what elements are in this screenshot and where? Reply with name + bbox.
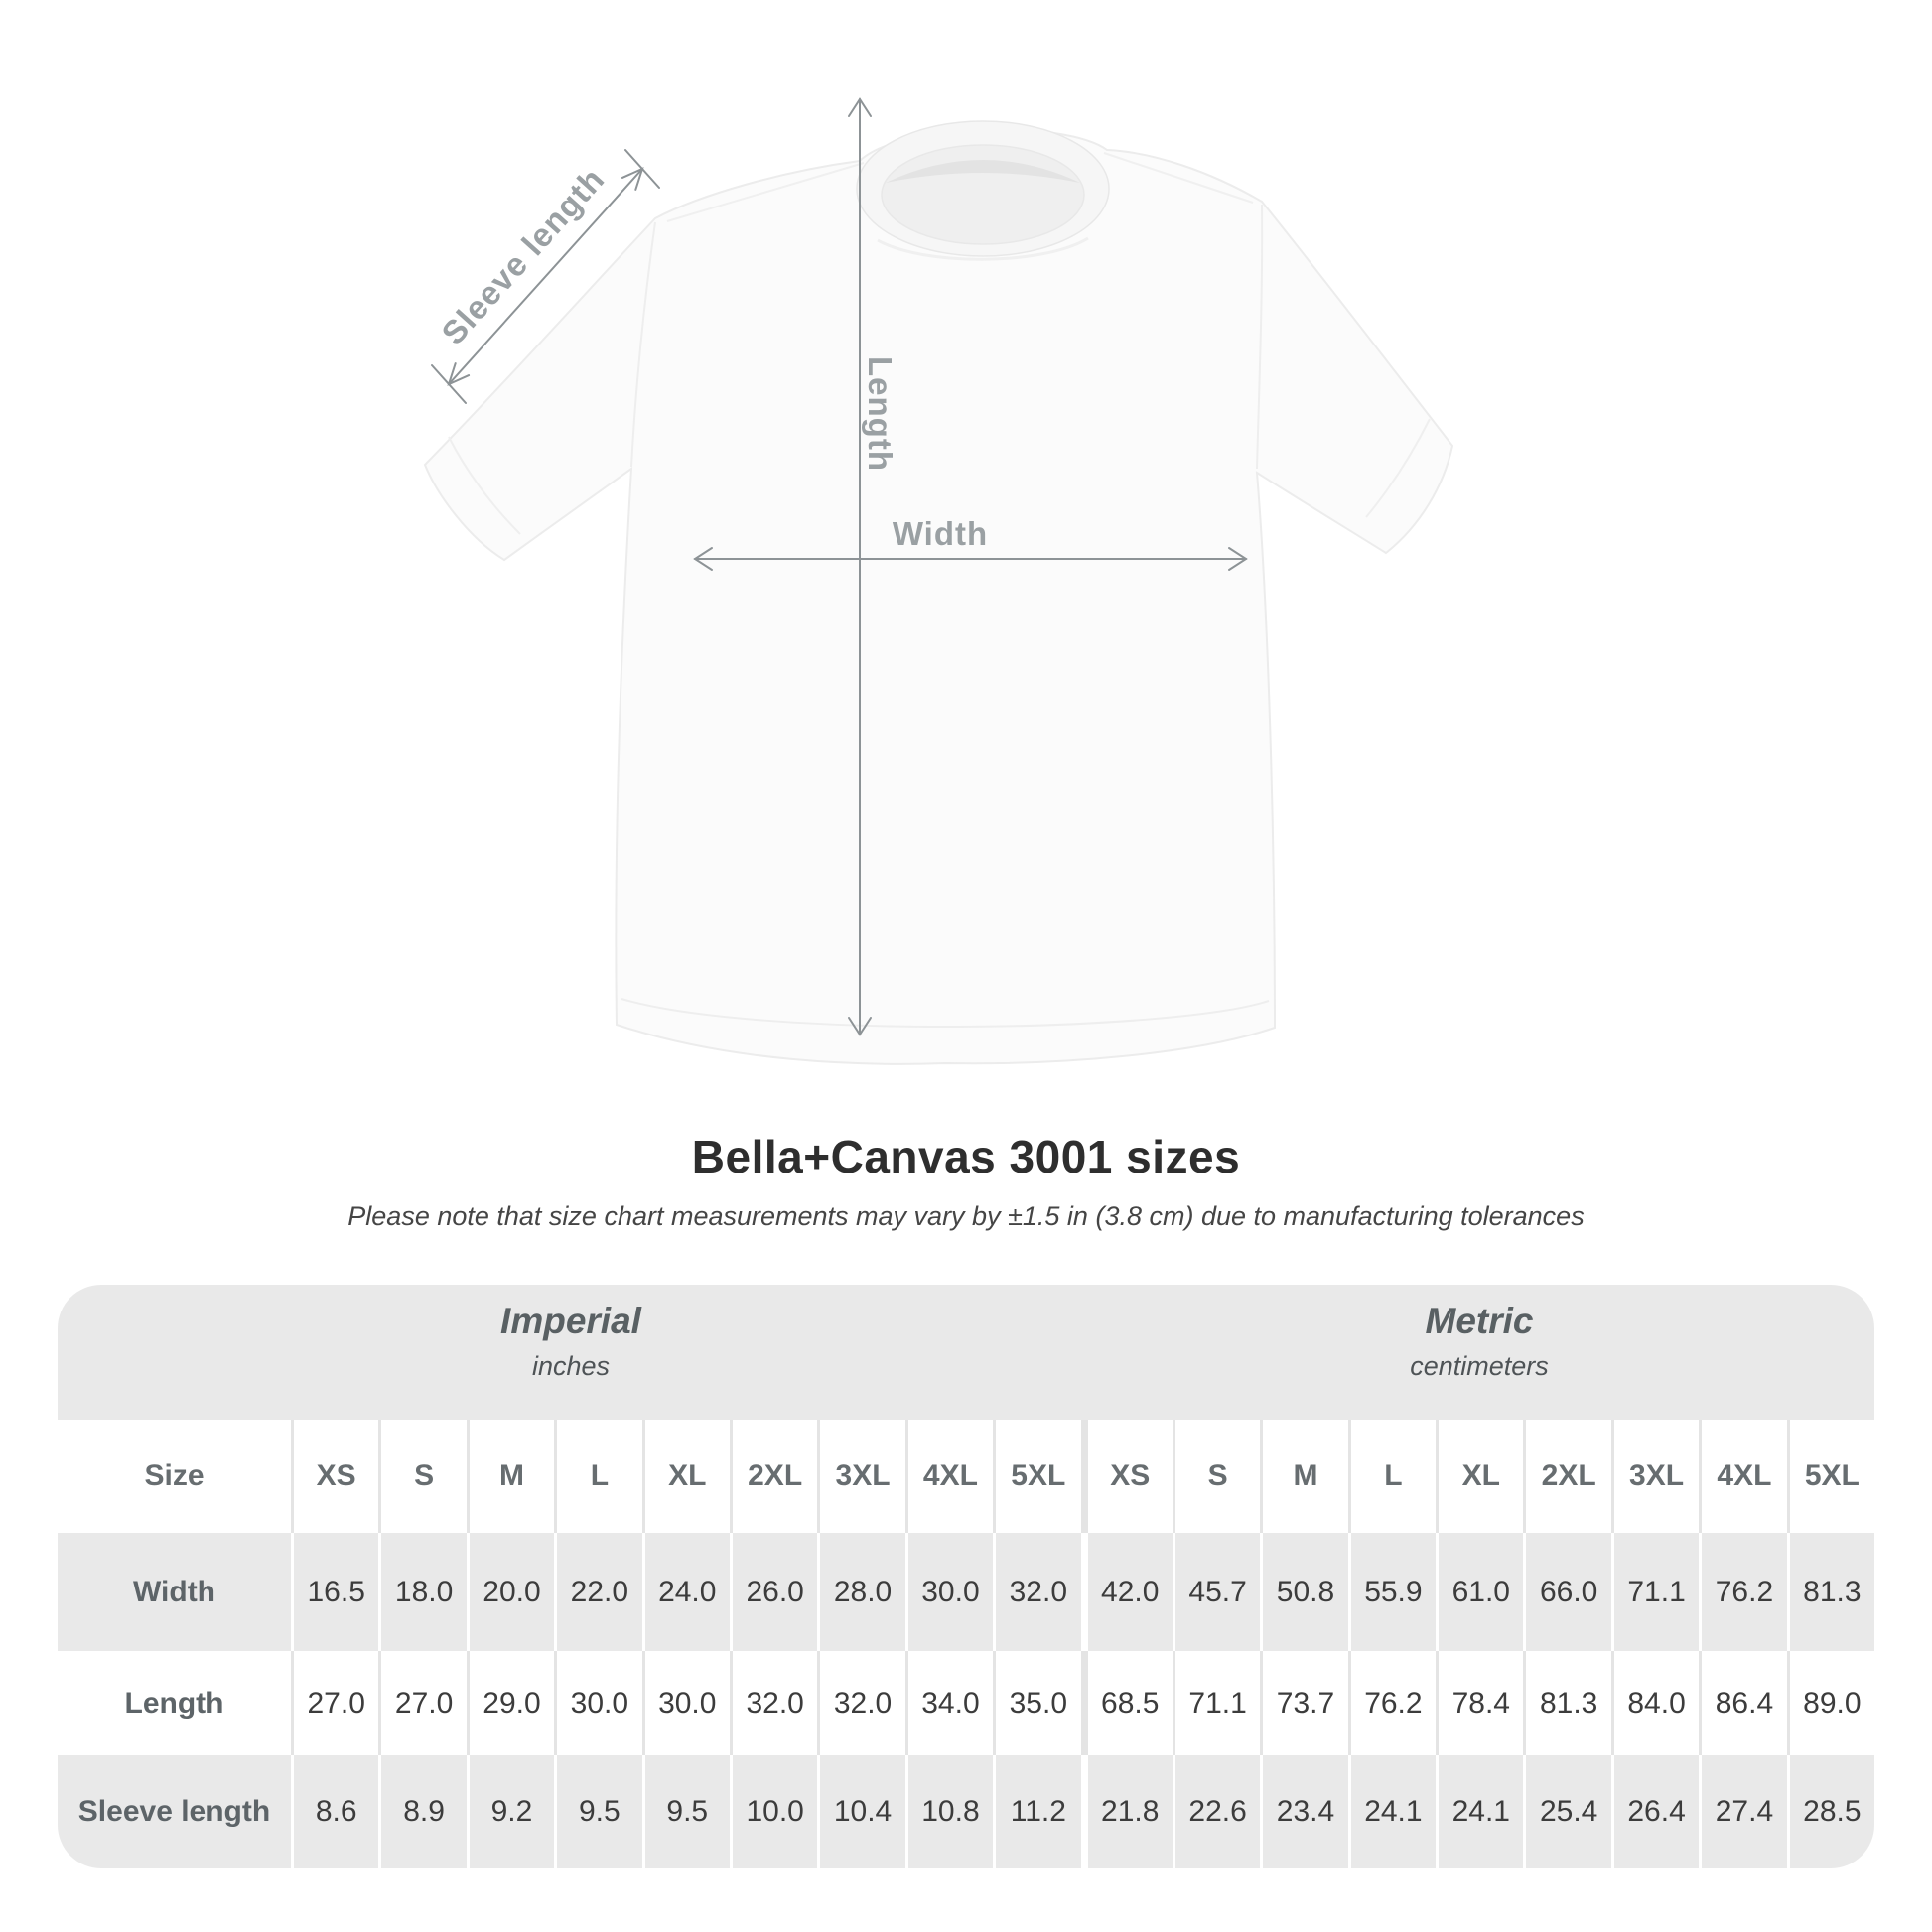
value-cell: 8.9 — [381, 1755, 466, 1868]
value-cell: 61.0 — [1439, 1533, 1523, 1651]
size-header-cell: XL — [1439, 1420, 1523, 1533]
value-cell: 84.0 — [1614, 1651, 1699, 1755]
value-cell: 45.7 — [1175, 1533, 1260, 1651]
value-cell: 27.0 — [294, 1651, 378, 1755]
value-cell: 30.0 — [557, 1651, 641, 1755]
value-cell: 30.0 — [908, 1533, 993, 1651]
size-header-cell: 2XL — [733, 1420, 817, 1533]
row-label-cell: Size — [58, 1420, 291, 1533]
unit-group-metric — [1084, 1285, 1874, 1420]
size-header-cell: 3XL — [820, 1420, 904, 1533]
value-cell: 22.6 — [1175, 1755, 1260, 1868]
table-row — [58, 1651, 1874, 1755]
value-cell: 9.5 — [557, 1755, 641, 1868]
size-header-cell: S — [1175, 1420, 1260, 1533]
value-cell: 76.2 — [1702, 1533, 1786, 1651]
heading-block — [0, 1130, 1932, 1232]
size-header-cell: XS — [294, 1420, 378, 1533]
value-cell: 42.0 — [1088, 1533, 1173, 1651]
value-cell: 73.7 — [1263, 1651, 1347, 1755]
value-cell: 66.0 — [1526, 1533, 1610, 1651]
value-cell: 22.0 — [557, 1533, 641, 1651]
row-label-cell: Length — [58, 1651, 291, 1755]
value-cell: 10.4 — [820, 1755, 904, 1868]
value-cell: 25.4 — [1526, 1755, 1610, 1868]
metric-title: Metric — [1425, 1301, 1534, 1341]
imperial-unit: inches — [531, 1351, 611, 1381]
value-cell: 81.3 — [1526, 1651, 1610, 1755]
length-label: Length — [862, 356, 898, 472]
value-cell: 10.0 — [733, 1755, 817, 1868]
size-header-cell: L — [557, 1420, 641, 1533]
size-header-cell: M — [470, 1420, 554, 1533]
sleeve-length-label: Sleeve length — [434, 160, 612, 351]
value-cell: 32.0 — [733, 1651, 817, 1755]
value-cell: 30.0 — [645, 1651, 730, 1755]
size-header-cell: 3XL — [1614, 1420, 1699, 1533]
value-cell: 86.4 — [1702, 1651, 1786, 1755]
tshirt-graphic — [425, 121, 1452, 1064]
value-cell: 27.4 — [1702, 1755, 1786, 1868]
table-rows — [58, 1420, 1874, 1868]
row-label-cell: Width — [58, 1533, 291, 1651]
value-cell: 10.8 — [908, 1755, 993, 1868]
value-cell: 68.5 — [1088, 1651, 1173, 1755]
size-header-cell: 2XL — [1526, 1420, 1610, 1533]
table-row — [58, 1420, 1874, 1533]
metric-unit: centimeters — [1410, 1351, 1549, 1381]
value-cell: 71.1 — [1175, 1651, 1260, 1755]
size-header-cell: 5XL — [1790, 1420, 1874, 1533]
size-table — [58, 1285, 1874, 1868]
size-header-cell: M — [1263, 1420, 1347, 1533]
value-cell: 28.0 — [820, 1533, 904, 1651]
size-header-cell: 5XL — [996, 1420, 1080, 1533]
value-cell: 32.0 — [996, 1533, 1080, 1651]
size-header-cell: XL — [645, 1420, 730, 1533]
value-cell: 24.0 — [645, 1533, 730, 1651]
value-cell: 81.3 — [1790, 1533, 1874, 1651]
size-header-cell: S — [381, 1420, 466, 1533]
value-cell: 32.0 — [820, 1651, 904, 1755]
page-title: Bella+Canvas 3001 sizes — [691, 1131, 1241, 1182]
value-cell: 11.2 — [996, 1755, 1080, 1868]
unit-group-imperial — [58, 1285, 1084, 1420]
value-cell: 78.4 — [1439, 1651, 1523, 1755]
value-cell: 18.0 — [381, 1533, 466, 1651]
table-row — [58, 1533, 1874, 1651]
width-label: Width — [892, 515, 989, 552]
value-cell: 24.1 — [1439, 1755, 1523, 1868]
size-header-cell: 4XL — [908, 1420, 993, 1533]
value-cell: 28.5 — [1790, 1755, 1874, 1868]
value-cell: 29.0 — [470, 1651, 554, 1755]
row-label-cell: Sleeve length — [58, 1755, 291, 1868]
size-header-cell: XS — [1088, 1420, 1173, 1533]
value-cell: 26.0 — [733, 1533, 817, 1651]
value-cell: 26.4 — [1614, 1755, 1699, 1868]
value-cell: 50.8 — [1263, 1533, 1347, 1651]
value-cell: 34.0 — [908, 1651, 993, 1755]
value-cell: 24.1 — [1351, 1755, 1436, 1868]
value-cell: 71.1 — [1614, 1533, 1699, 1651]
unit-header — [58, 1285, 1874, 1420]
table-row — [58, 1755, 1874, 1868]
value-cell: 9.5 — [645, 1755, 730, 1868]
page-subtitle: Please note that size chart measurements may vary by ±1.5 in (3.8 cm) due to manufacturing tolerances — [347, 1201, 1585, 1231]
size-header-cell: L — [1351, 1420, 1436, 1533]
value-cell: 9.2 — [470, 1755, 554, 1868]
size-header-cell: 4XL — [1702, 1420, 1786, 1533]
value-cell: 23.4 — [1263, 1755, 1347, 1868]
value-cell: 27.0 — [381, 1651, 466, 1755]
imperial-title: Imperial — [500, 1301, 641, 1341]
value-cell: 21.8 — [1088, 1755, 1173, 1868]
value-cell: 76.2 — [1351, 1651, 1436, 1755]
value-cell: 89.0 — [1790, 1651, 1874, 1755]
value-cell: 20.0 — [470, 1533, 554, 1651]
value-cell: 55.9 — [1351, 1533, 1436, 1651]
value-cell: 35.0 — [996, 1651, 1080, 1755]
value-cell: 8.6 — [294, 1755, 378, 1868]
value-cell: 16.5 — [294, 1533, 378, 1651]
